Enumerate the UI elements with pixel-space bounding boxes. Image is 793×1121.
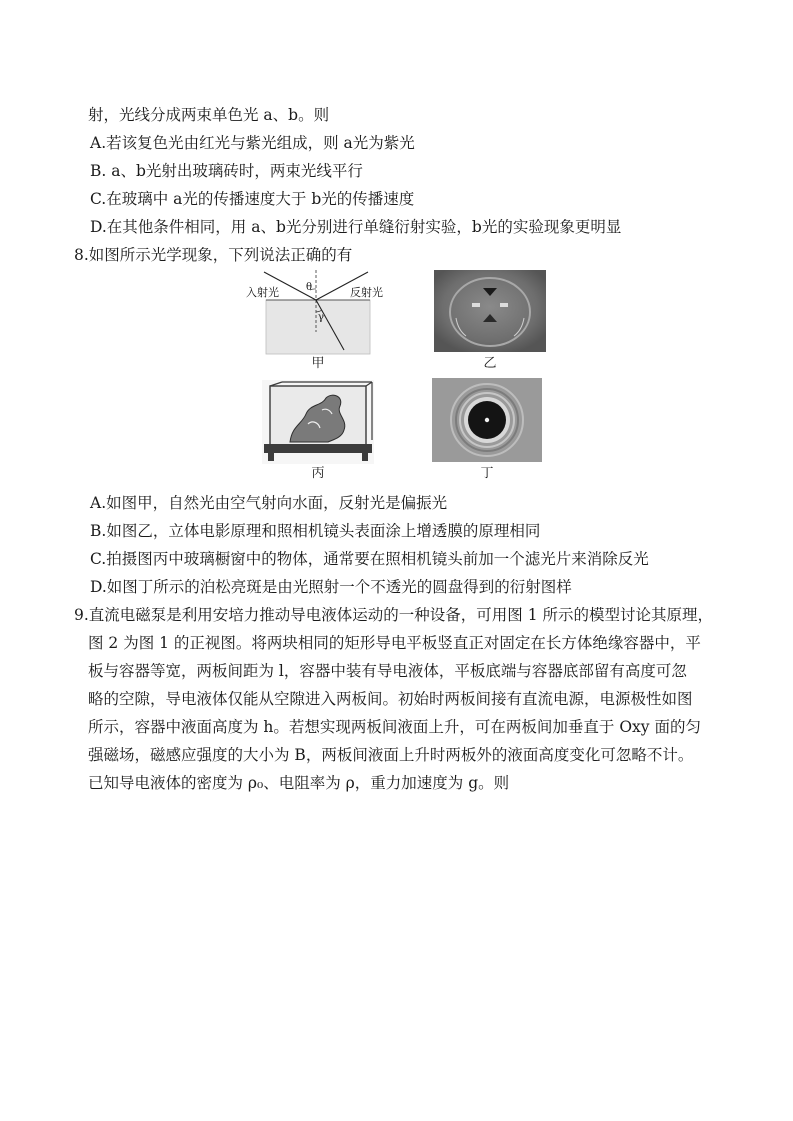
q7-option-a: A.若该复色光由红光与紫光组成，则 a光为紫光 xyxy=(90,134,415,152)
caption-bing: 丙 xyxy=(311,466,325,481)
q7-option-b: B. a、b光射出玻璃砖时，两束光线平行 xyxy=(90,162,363,180)
incident-light-label: 入射光 xyxy=(246,286,279,299)
q9-line-6: 强磁场，磁感应强度的大小为 B，两板间液面上升时两板外的液面高度变化可忽略不计。 xyxy=(88,746,694,764)
figure-yi-3d-movie xyxy=(434,270,546,352)
reflected-light-label: 反射光 xyxy=(350,286,383,299)
q7-stem-end: 射，光线分成两束单色光 a、b。则 xyxy=(88,106,330,124)
theta-label: θ xyxy=(306,282,313,293)
q9-line-4: 略的空隙，导电液体仅能从空隙进入两板间。初始时两板间接有直流电源，电源极性如图 xyxy=(88,690,693,708)
q9-line-3: 板与容器等宽，两板间距为 l，容器中装有导电液体，平板底端与容器底部留有高度可忽 xyxy=(88,662,687,680)
caption-ding: 丁 xyxy=(480,466,494,481)
q9-line-1: 9.直流电磁泵是利用安培力推动导电液体运动的一种设备，可用图 1 所示的模型讨论其原理， xyxy=(74,606,714,624)
q8-option-a: A.如图甲，自然光由空气射向水面，反射光是偏振光 xyxy=(90,494,448,512)
figure-ding-poisson-spot xyxy=(432,378,542,462)
q8-option-b: B.如图乙，立体电影原理和照相机镜头表面涂上增透膜的原理相同 xyxy=(90,522,541,540)
caption-yi: 乙 xyxy=(483,356,497,371)
q9-line-5: 所示，容器中液面高度为 h。若想实现两板间液面上升，可在两板间加垂直于 Oxy 面的匀 xyxy=(88,718,701,736)
q8-option-c: C.拍摄图丙中玻璃橱窗中的物体，通常要在照相机镜头前加一个滤光片来消除反光 xyxy=(90,550,649,568)
q8-stem: 8.如图所示光学现象，下列说法正确的有 xyxy=(74,246,353,264)
q8-option-d: D.如图丁所示的泊松亮斑是由光照射一个不透光的圆盘得到的衍射图样 xyxy=(90,578,572,596)
gamma-label: γ xyxy=(318,312,324,323)
figure-bing-glass-case xyxy=(262,380,374,464)
caption-jia: 甲 xyxy=(311,356,325,371)
figure-jia-reflection xyxy=(244,268,394,356)
q9-line-2: 图 2 为图 1 的正视图。将两块相同的矩形导电平板竖直正对固定在长方体绝缘容器中，平 xyxy=(88,634,701,652)
q9-line-7: 已知导电液体的密度为 ρ₀、电阻率为 ρ，重力加速度为 g。则 xyxy=(88,774,510,792)
q7-option-d: D.在其他条件相同，用 a、b光分别进行单缝衍射实验，b光的实验现象更明显 xyxy=(90,218,622,236)
q7-option-c: C.在玻璃中 a光的传播速度大于 b光的传播速度 xyxy=(90,190,415,208)
